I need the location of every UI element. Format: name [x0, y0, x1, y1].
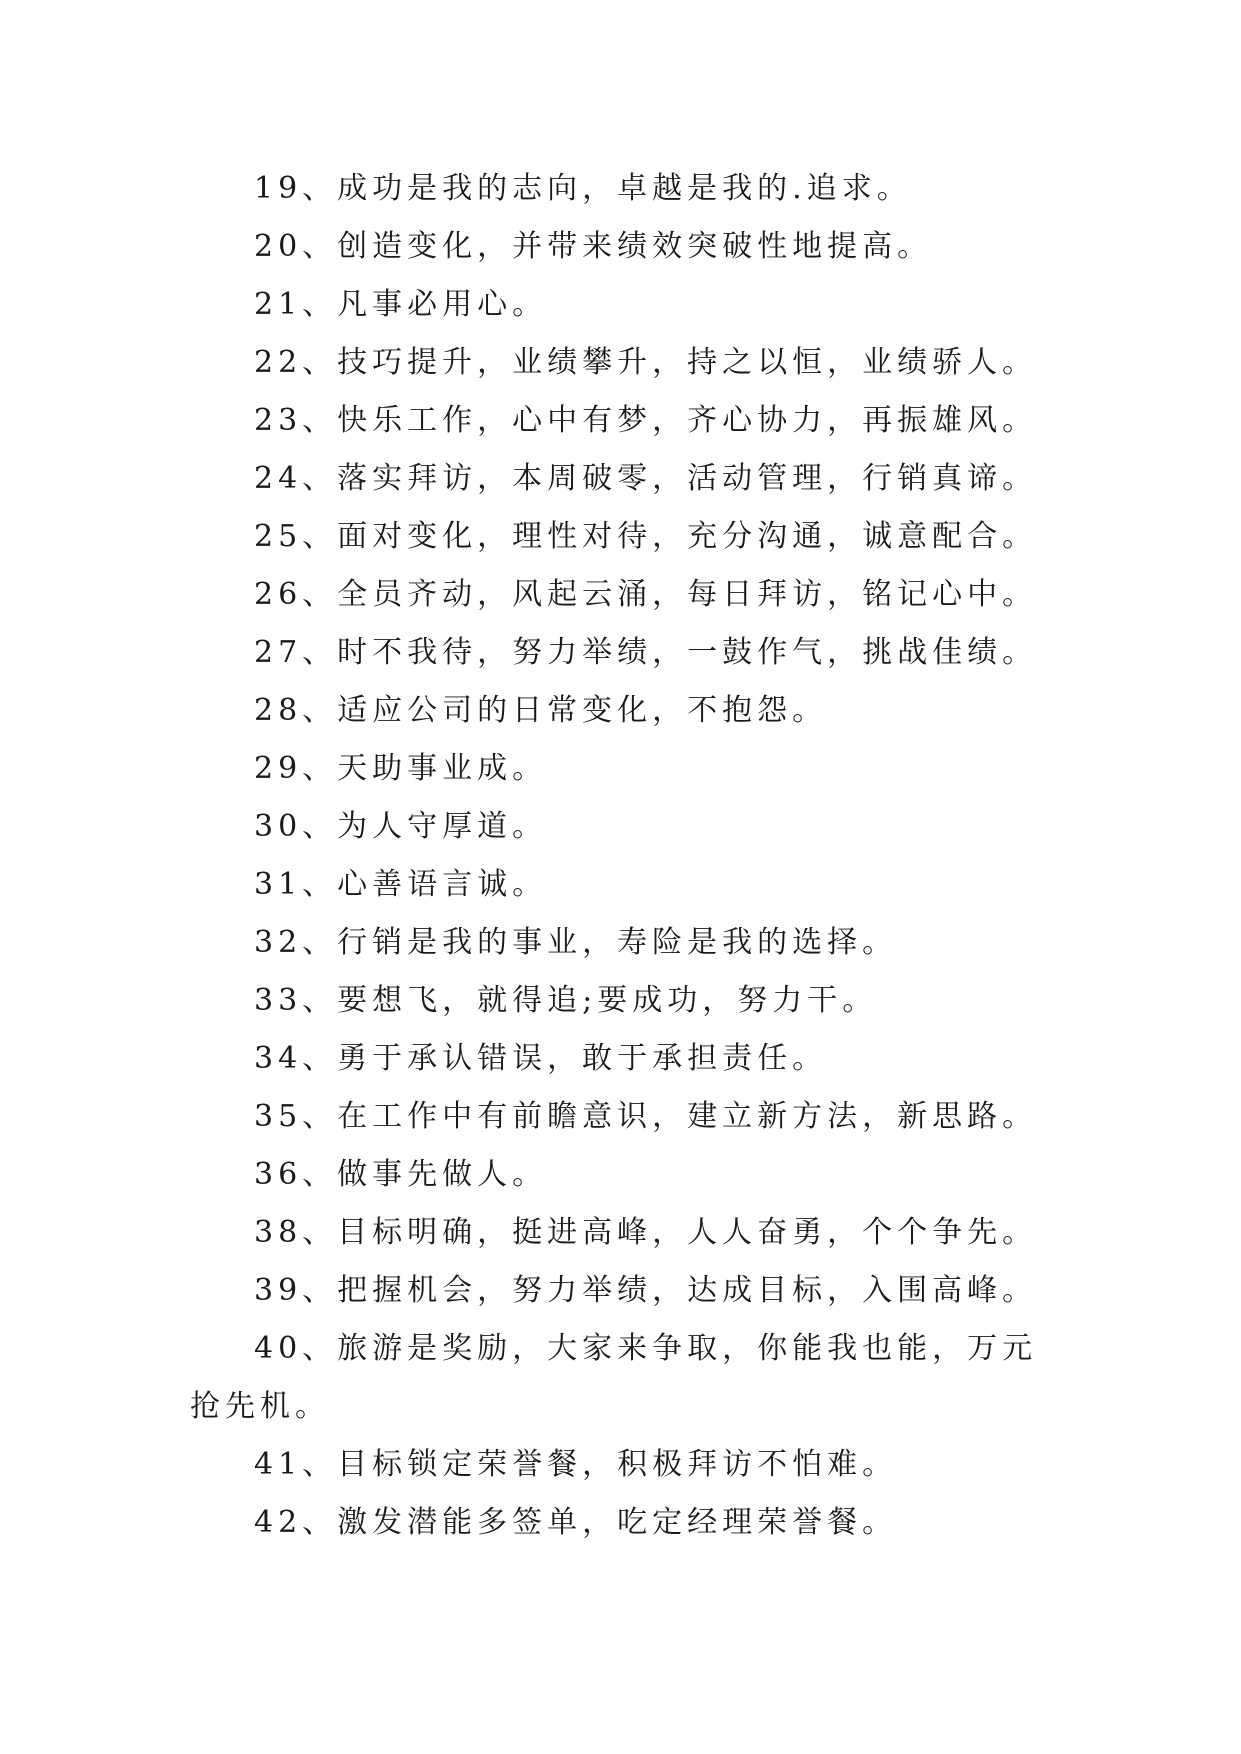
paragraph-25: 25、面对变化，理性对待，充分沟通，诚意配合。: [254, 519, 1038, 554]
paragraph-40: 40、旅游是奖励，大家来争取，你能我也能，万元抢先机。: [190, 1331, 1038, 1424]
paragraph-24: 24、落实拜访，本周破零，活动管理，行销真谛。: [254, 461, 1038, 496]
paragraph-31: 31、心善语言诚。: [254, 867, 548, 902]
document-body: [190, 160, 1070, 1552]
paragraph-26: 26、全员齐动，风起云涌，每日拜访，铭记心中。: [254, 577, 1038, 612]
paragraph-23: 23、快乐工作，心中有梦，齐心协力，再振雄风。: [254, 403, 1038, 438]
paragraph-27: 27、时不我待，努力举绩，一鼓作气，挑战佳绩。: [254, 635, 1038, 670]
paragraph-32: 32、行销是我的事业，寿险是我的选择。: [254, 925, 898, 960]
paragraph-28: 28、适应公司的日常变化，不抱怨。: [254, 693, 828, 728]
paragraph-39: 39、把握机会，努力举绩，达成目标，入围高峰。: [254, 1273, 1038, 1308]
paragraph-22: 22、技巧提升，业绩攀升，持之以恒，业绩骄人。: [254, 345, 1038, 380]
paragraph-33: 33、要想飞，就得追;要成功，努力干。: [254, 983, 878, 1018]
paragraph-19: 19、成功是我的志向，卓越是我的.追求。: [254, 171, 912, 206]
paragraph-38: 38、目标明确，挺进高峰，人人奋勇，个个争先。: [254, 1215, 1038, 1250]
paragraph-41: 41、目标锁定荣誉餐，积极拜访不怕难。: [254, 1447, 898, 1482]
paragraph-21: 21、凡事必用心。: [254, 287, 548, 322]
paragraph-35: 35、在工作中有前瞻意识，建立新方法，新思路。: [254, 1099, 1038, 1134]
paragraph-20: 20、创造变化，并带来绩效突破性地提高。: [254, 229, 933, 264]
paragraph-29: 29、天助事业成。: [254, 751, 548, 786]
paragraph-36: 36、做事先做人。: [254, 1157, 548, 1192]
paragraph-34: 34、勇于承认错误，敢于承担责任。: [254, 1041, 828, 1076]
paragraph-42: 42、激发潜能多签单，吃定经理荣誉餐。: [254, 1505, 898, 1540]
paragraph-30: 30、为人守厚道。: [254, 809, 548, 844]
